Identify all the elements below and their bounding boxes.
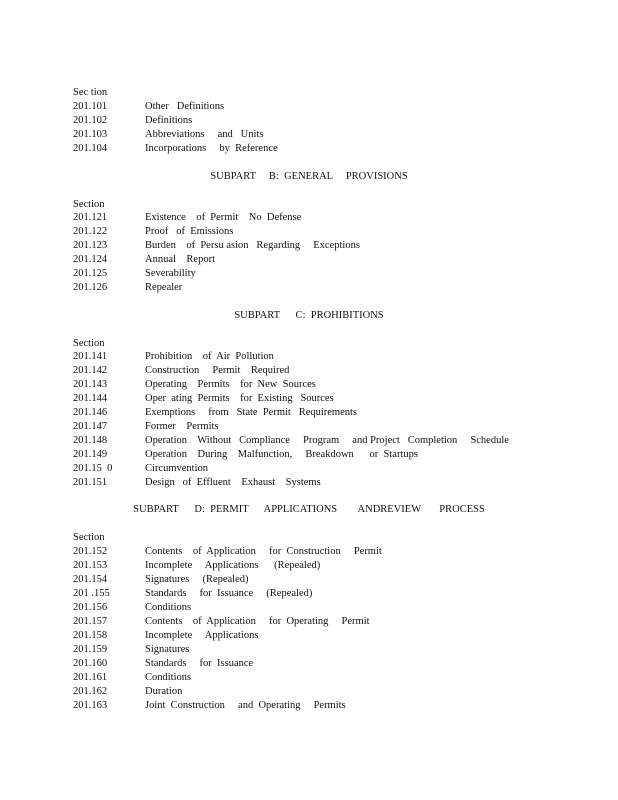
section-title: Other Definitions	[145, 101, 225, 112]
section-title: Severability	[145, 268, 196, 279]
section-number: 201.141	[73, 351, 108, 362]
section-number: 201.123	[73, 240, 108, 251]
subpart-heading: SUBPART C: PROHIBITIONS	[234, 310, 384, 321]
section-title: Duration	[145, 686, 183, 697]
section-number: 201.146	[73, 407, 108, 418]
section-title: Contents of Application for Operating Permit	[145, 616, 370, 627]
section-number: 201.143	[73, 379, 108, 390]
section-title: Incorporations by Reference	[145, 143, 278, 154]
section-number: 201.125	[73, 268, 108, 279]
section-title: Proof of Emissions	[145, 226, 234, 237]
section-number: 201.121	[73, 212, 108, 223]
section-number: 201.103	[73, 129, 108, 140]
section-number: 201.104	[73, 143, 108, 154]
section-label: Section	[73, 532, 105, 543]
section-title: Conditions	[145, 672, 192, 683]
section-number: 201.153	[73, 560, 108, 571]
section-number: 201.149	[73, 449, 108, 460]
section-title: Signatures	[145, 644, 190, 655]
section-title: Repealer	[145, 282, 183, 293]
section-number: 201.148	[73, 435, 108, 446]
section-title: Standards for Issuance (Repealed)	[145, 588, 313, 599]
section-title: Construction Permit Required	[145, 365, 290, 376]
section-title: Annual Report	[145, 254, 215, 265]
subpart-heading: SUBPART B: GENERAL PROVISIONS	[210, 171, 408, 182]
section-title: Conditions	[145, 602, 192, 613]
section-number: 201.101	[73, 101, 108, 112]
section-label: Section	[73, 199, 105, 210]
section-title: Design of Effluent Exhaust Systems	[145, 477, 321, 488]
section-number: 201.147	[73, 421, 108, 432]
section-title: Incomplete Applications (Repealed)	[145, 560, 321, 571]
section-title: Abbreviations and Units	[145, 129, 264, 140]
section-number: 201.163	[73, 700, 108, 711]
section-number: 201.156	[73, 602, 108, 613]
section-title: Contents of Application for Construction Permit	[145, 546, 382, 557]
section-number: 201.15 0	[73, 463, 113, 474]
section-number: 201.122	[73, 226, 108, 237]
section-number: 201.162	[73, 686, 108, 697]
section-number: 201.151	[73, 477, 108, 488]
section-title: Incomplete Applications	[145, 630, 259, 641]
section-number: 201.161	[73, 672, 108, 683]
section-title: Burden of Persu asion Regarding Exceptions	[145, 240, 360, 251]
section-title: Operation During Malfunction, Breakdown or Startups	[145, 449, 418, 460]
subpart-heading: SUBPART D: PERMIT APPLICATIONS ANDREVIEW PROCESS	[133, 504, 485, 515]
section-number: 201.152	[73, 546, 108, 557]
section-number: 201.124	[73, 254, 108, 265]
section-label: Sec tion	[73, 87, 108, 98]
section-title: Circumvention	[145, 463, 208, 474]
section-number: 201.158	[73, 630, 108, 641]
section-title: Prohibition of Air Pollution	[145, 351, 274, 362]
section-number: 201.159	[73, 644, 108, 655]
section-title: Joint Construction and Operating Permits	[145, 700, 346, 711]
section-title: Oper ating Permits for Existing Sources	[145, 393, 334, 404]
section-label: Section	[73, 338, 105, 349]
section-title: Exemptions from State Permit Requirements	[145, 407, 358, 418]
section-title: Signatures (Repealed)	[145, 574, 249, 585]
section-number: 201.102	[73, 115, 108, 126]
section-number: 201.157	[73, 616, 108, 627]
section-title: Operation Without Compliance Program and Project Completion Schedule	[145, 435, 509, 446]
section-number: 201.126	[73, 282, 108, 293]
section-title: Existence of Permit No Defense	[145, 212, 302, 223]
section-number: 201.160	[73, 658, 108, 669]
section-title: Operating Permits for New Sources	[145, 379, 316, 390]
section-title: Definitions	[145, 115, 193, 126]
section-number: 201.154	[73, 574, 108, 585]
section-title: Former Permits	[145, 421, 219, 432]
section-number: 201 .155	[73, 588, 110, 599]
section-number: 201.144	[73, 393, 108, 404]
section-number: 201.142	[73, 365, 108, 376]
section-title: Standards for Issuance	[145, 658, 254, 669]
